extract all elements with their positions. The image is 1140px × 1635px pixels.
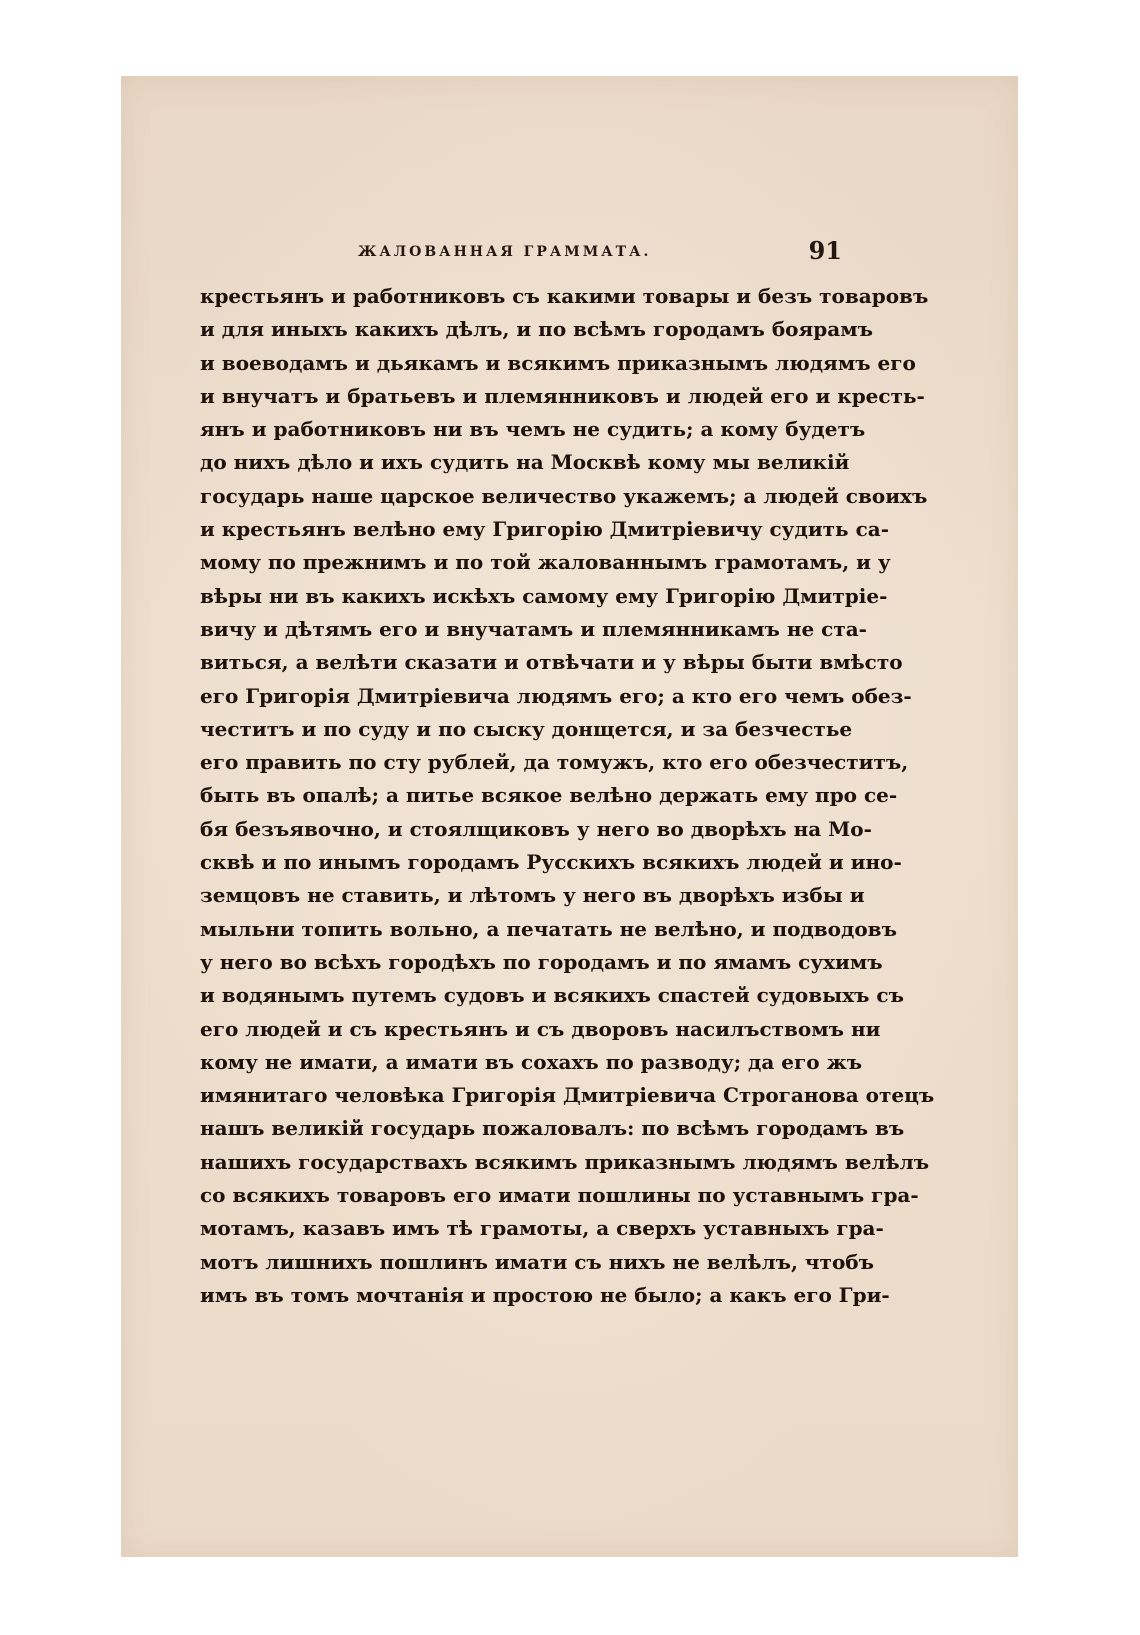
text-line: со всякихъ товаровъ его имати пошлины по уставнымъ гра- [200, 1183, 919, 1208]
text-line: его править по сту рублей, да томужъ, кто его обезчеститъ, [200, 750, 909, 775]
text-line: мотамъ, казавъ имъ тѣ грамоты, а сверхъ уставныхъ гра- [200, 1216, 884, 1241]
text-line: его Григорія Дмитріевича людямъ его; а кто его чемъ обез- [200, 683, 912, 708]
text-line: земцовъ не ставить, и лѣтомъ у него въ дворѣхъ избы и [200, 883, 865, 908]
text-line: и для иныхъ какихъ дѣлъ, и по всѣмъ городамъ боярамъ [200, 317, 873, 342]
text-line: нашъ великій государь пожаловалъ: по всѣмъ городамъ въ [200, 1116, 905, 1141]
text-line: быть въ опалѣ; а питье всякое велѣно держать ему про се- [200, 783, 898, 808]
text-line: нашихъ государствахъ всякимъ приказнымъ людямъ велѣлъ [200, 1149, 930, 1174]
page-number: 91 [808, 236, 842, 265]
text-line: имянитаго человѣка Григорія Дмитріевича Строганова отецъ [200, 1083, 935, 1108]
text-line: вичу и дѣтямъ его и внучатамъ и племянникамъ не ста- [200, 616, 867, 641]
text-line: и внучатъ и братьевъ и племянниковъ и людей его и кресть- [200, 383, 925, 408]
text-line: честитъ и по суду и по сыску донщется, и за безчестье [200, 716, 853, 741]
text-line: имъ въ томъ мочтанія и простою не было; а какъ его Гри- [200, 1282, 890, 1307]
text-line: кому не имати, а имати въ сохахъ по разводу; да его жъ [200, 1049, 863, 1074]
text-line: вѣры ни въ какихъ искѣхъ самому ему Григорію Дмитріе- [200, 583, 888, 608]
text-line: мыльни топить вольно, а печатать не велѣно, и подводовъ [200, 916, 897, 941]
running-title: ЖАЛОВАННАЯ ГРАММАТА. [358, 244, 652, 260]
text-line: мому по прежнимъ и по той жалованнымъ грамотамъ, и у [200, 550, 891, 575]
text-line: и воеводамъ и дьякамъ и всякимъ приказнымъ людямъ его [200, 350, 916, 375]
text-line: мотъ лишнихъ пошлинъ имати съ нихъ не велѣлъ, чтобъ [200, 1249, 874, 1274]
text-line: виться, а велѣти сказати и отвѣчати и у вѣры быти вмѣсто [200, 650, 903, 675]
text-line: государь наше царское величество укажемъ; а людей своихъ [200, 483, 928, 508]
text-line: сквѣ и по инымъ городамъ Русскихъ всякихъ людей и ино- [200, 850, 902, 875]
page-header [238, 236, 846, 266]
text-line: и крестьянъ велѣно ему Григорію Дмитріевичу судить са- [200, 517, 890, 542]
text-line: и водянымъ путемъ судовъ и всякихъ спастей судовыхъ съ [200, 983, 904, 1008]
text-line: его людей и съ крестьянъ и съ дворовъ насилъствомъ ни [200, 1016, 881, 1041]
text-line: до нихъ дѣло и ихъ судить на Москвѣ кому мы великій [200, 450, 850, 475]
body-text [200, 280, 935, 1312]
text-line: крестьянъ и работниковъ съ какими товары и безъ товаровъ [200, 284, 929, 308]
text-line: у него во всѣхъ городѣхъ по городамъ и по ямамъ сухимъ [200, 949, 883, 974]
text-line: янъ и работниковъ ни въ чемъ не судить; а кому будетъ [200, 417, 866, 442]
text-line: бя безъявочно, и стоялщиковъ у него во дворѣхъ на Мо- [200, 816, 872, 841]
